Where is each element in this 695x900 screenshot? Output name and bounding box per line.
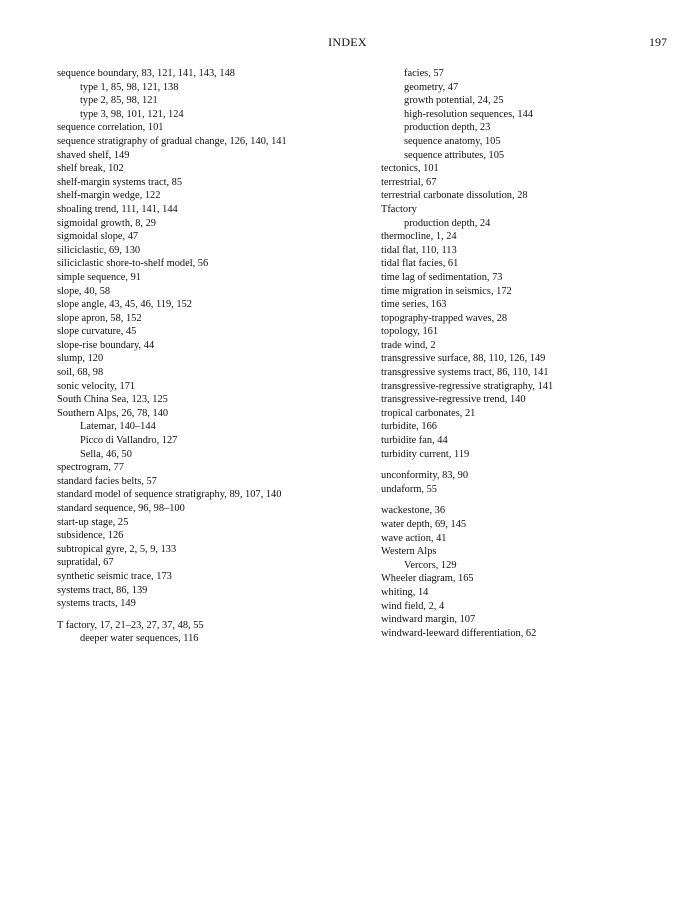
index-entry: standard facies belts, 57	[57, 475, 157, 487]
index-subentry: geometry, 47	[404, 81, 459, 93]
index-entry: standard sequence, 96, 98–100	[57, 503, 185, 514]
index-entry: turbidite, 166	[381, 421, 437, 433]
index-entry: simple sequence, 91	[57, 271, 141, 283]
index-entry: wind field, 2, 4	[381, 600, 445, 612]
index-entry: whiting, 14	[381, 586, 429, 598]
index-entry: sonic velocity, 171	[57, 380, 136, 392]
index-subentry: type 3, 98, 101, 121, 124	[80, 108, 184, 120]
index-entry: transgressive surface, 88, 110, 126, 149	[381, 353, 546, 365]
index-entry: terrestrial, 67	[381, 176, 437, 188]
index-subentry: type 1, 85, 98, 121, 138	[80, 81, 179, 93]
index-entry: slope curvature, 45	[57, 326, 137, 338]
index-entry: tropical carbonates, 21	[381, 407, 476, 419]
index-subentry: Vercors, 129	[404, 559, 457, 571]
index-entry: shaved shelf, 149	[57, 149, 130, 161]
index-column-left	[57, 67, 372, 646]
index-entry: wave action, 41	[381, 532, 447, 544]
index-entry: supratidal, 67	[57, 557, 114, 569]
index-entry: T factory, 17, 21–23, 27, 37, 48, 55	[57, 619, 204, 631]
index-entry: Wheeler diagram, 165	[381, 573, 474, 585]
index-subentry: type 2, 85, 98, 121	[80, 95, 158, 107]
index-entry: slope angle, 43, 45, 46, 119, 152	[57, 299, 192, 311]
index-entry: standard model of sequence stratigraphy, 89, 107, 140	[57, 489, 282, 501]
index-subentry: facies, 57	[404, 68, 444, 79]
index-entry: slope apron, 58, 152	[57, 312, 142, 324]
index-subentry: Sella, 46, 50	[80, 448, 132, 460]
index-entry: sigmoidal growth, 8, 29	[57, 217, 156, 229]
index-entry: water depth, 69, 145	[381, 519, 467, 530]
index-entry: subsidence, 126	[57, 530, 124, 542]
index-entry: slope-rise boundary, 44	[57, 339, 155, 351]
index-entry: shelf break, 102	[57, 163, 124, 175]
index-column-right	[381, 67, 681, 640]
index-entry: undaform, 55	[381, 483, 437, 495]
index-entry: siliciclastic, 69, 130	[57, 244, 141, 256]
index-entry: time migration in seismics, 172	[381, 285, 512, 297]
index-entry: soil, 68, 98	[57, 367, 104, 379]
index-entry: Southern Alps, 26, 78, 140	[57, 407, 169, 419]
index-entry: slope, 40, 58	[57, 285, 111, 297]
index-entry: systems tracts, 149	[57, 598, 136, 610]
index-entry: siliciclastic shore-to-shelf model, 56	[57, 258, 209, 270]
index-entry: unconformity, 83, 90	[381, 470, 469, 482]
index-entry: turbidity current, 119	[381, 448, 470, 460]
index-entry: shelf-margin systems tract, 85	[57, 176, 183, 188]
index-entry: transgressive-regressive stratigraphy, 141	[381, 380, 554, 392]
index-entry: windward margin, 107	[381, 614, 476, 626]
index-entry: tidal flat facies, 61	[381, 258, 459, 270]
index-subentry: high-resolution sequences, 144	[404, 108, 533, 120]
page-header-title: INDEX	[328, 35, 367, 49]
index-entry: synthetic seismic trace, 173	[57, 570, 172, 582]
index-entry: time series, 163	[381, 299, 447, 311]
index-entry: Tfactory	[381, 203, 417, 215]
index-entry: South China Sea, 123, 125	[57, 394, 168, 406]
index-entry: windward-leeward differentiation, 62	[381, 627, 537, 639]
index-entry: tidal flat, 110, 113	[381, 244, 457, 256]
index-entry: sequence correlation, 101	[57, 122, 164, 134]
index-entry: turbidite fan, 44	[381, 435, 448, 447]
index-entry: thermocline, 1, 24	[381, 231, 457, 243]
index-subentry: deeper water sequences, 116	[80, 633, 199, 645]
index-subentry: production depth, 23	[404, 122, 491, 134]
index-subentry: production depth, 24	[404, 217, 491, 229]
index-subentry: Picco di Vallandro, 127	[80, 435, 178, 447]
index-entry: subtropical gyre, 2, 5, 9, 133	[57, 543, 177, 555]
index-entry: tectonics, 101	[381, 163, 439, 175]
index-entry: wackestone, 36	[381, 505, 446, 517]
index-entry: trade wind, 2	[381, 339, 436, 351]
index-subentry: growth potential, 24, 25	[404, 95, 504, 107]
index-entry: sequence stratigraphy of gradual change, 126, 140, 141	[57, 135, 287, 147]
index-subentry: Latemar, 140–144	[80, 421, 156, 433]
index-entry: systems tract, 86, 139	[57, 584, 148, 596]
index-entry: Western Alps	[381, 546, 437, 558]
index-entry: spectrogram, 77	[57, 462, 124, 474]
index-entry: topography-trapped waves, 28	[381, 312, 508, 324]
index-entry: topology, 161	[381, 326, 439, 338]
index-entry: slump, 120	[57, 353, 104, 365]
index-subentry: sequence attributes, 105	[404, 149, 505, 161]
index-entry: time lag of sedimentation, 73	[381, 271, 503, 283]
index-subentry: sequence anatomy, 105	[404, 135, 501, 147]
index-entry: transgressive systems tract, 86, 110, 141	[381, 367, 549, 379]
index-entry: shelf-margin wedge, 122	[57, 190, 161, 202]
index-entry: sigmoidal slope, 47	[57, 231, 139, 243]
index-entry: transgressive-regressive trend, 140	[381, 394, 526, 406]
index-entry: terrestrial carbonate dissolution, 28	[381, 190, 528, 202]
index-entry: sequence boundary, 83, 121, 141, 143, 148	[57, 68, 235, 79]
page-number: 197	[649, 35, 667, 49]
index-entry: start-up stage, 25	[57, 516, 129, 528]
index-entry: shoaling trend, 111, 141, 144	[57, 203, 178, 215]
